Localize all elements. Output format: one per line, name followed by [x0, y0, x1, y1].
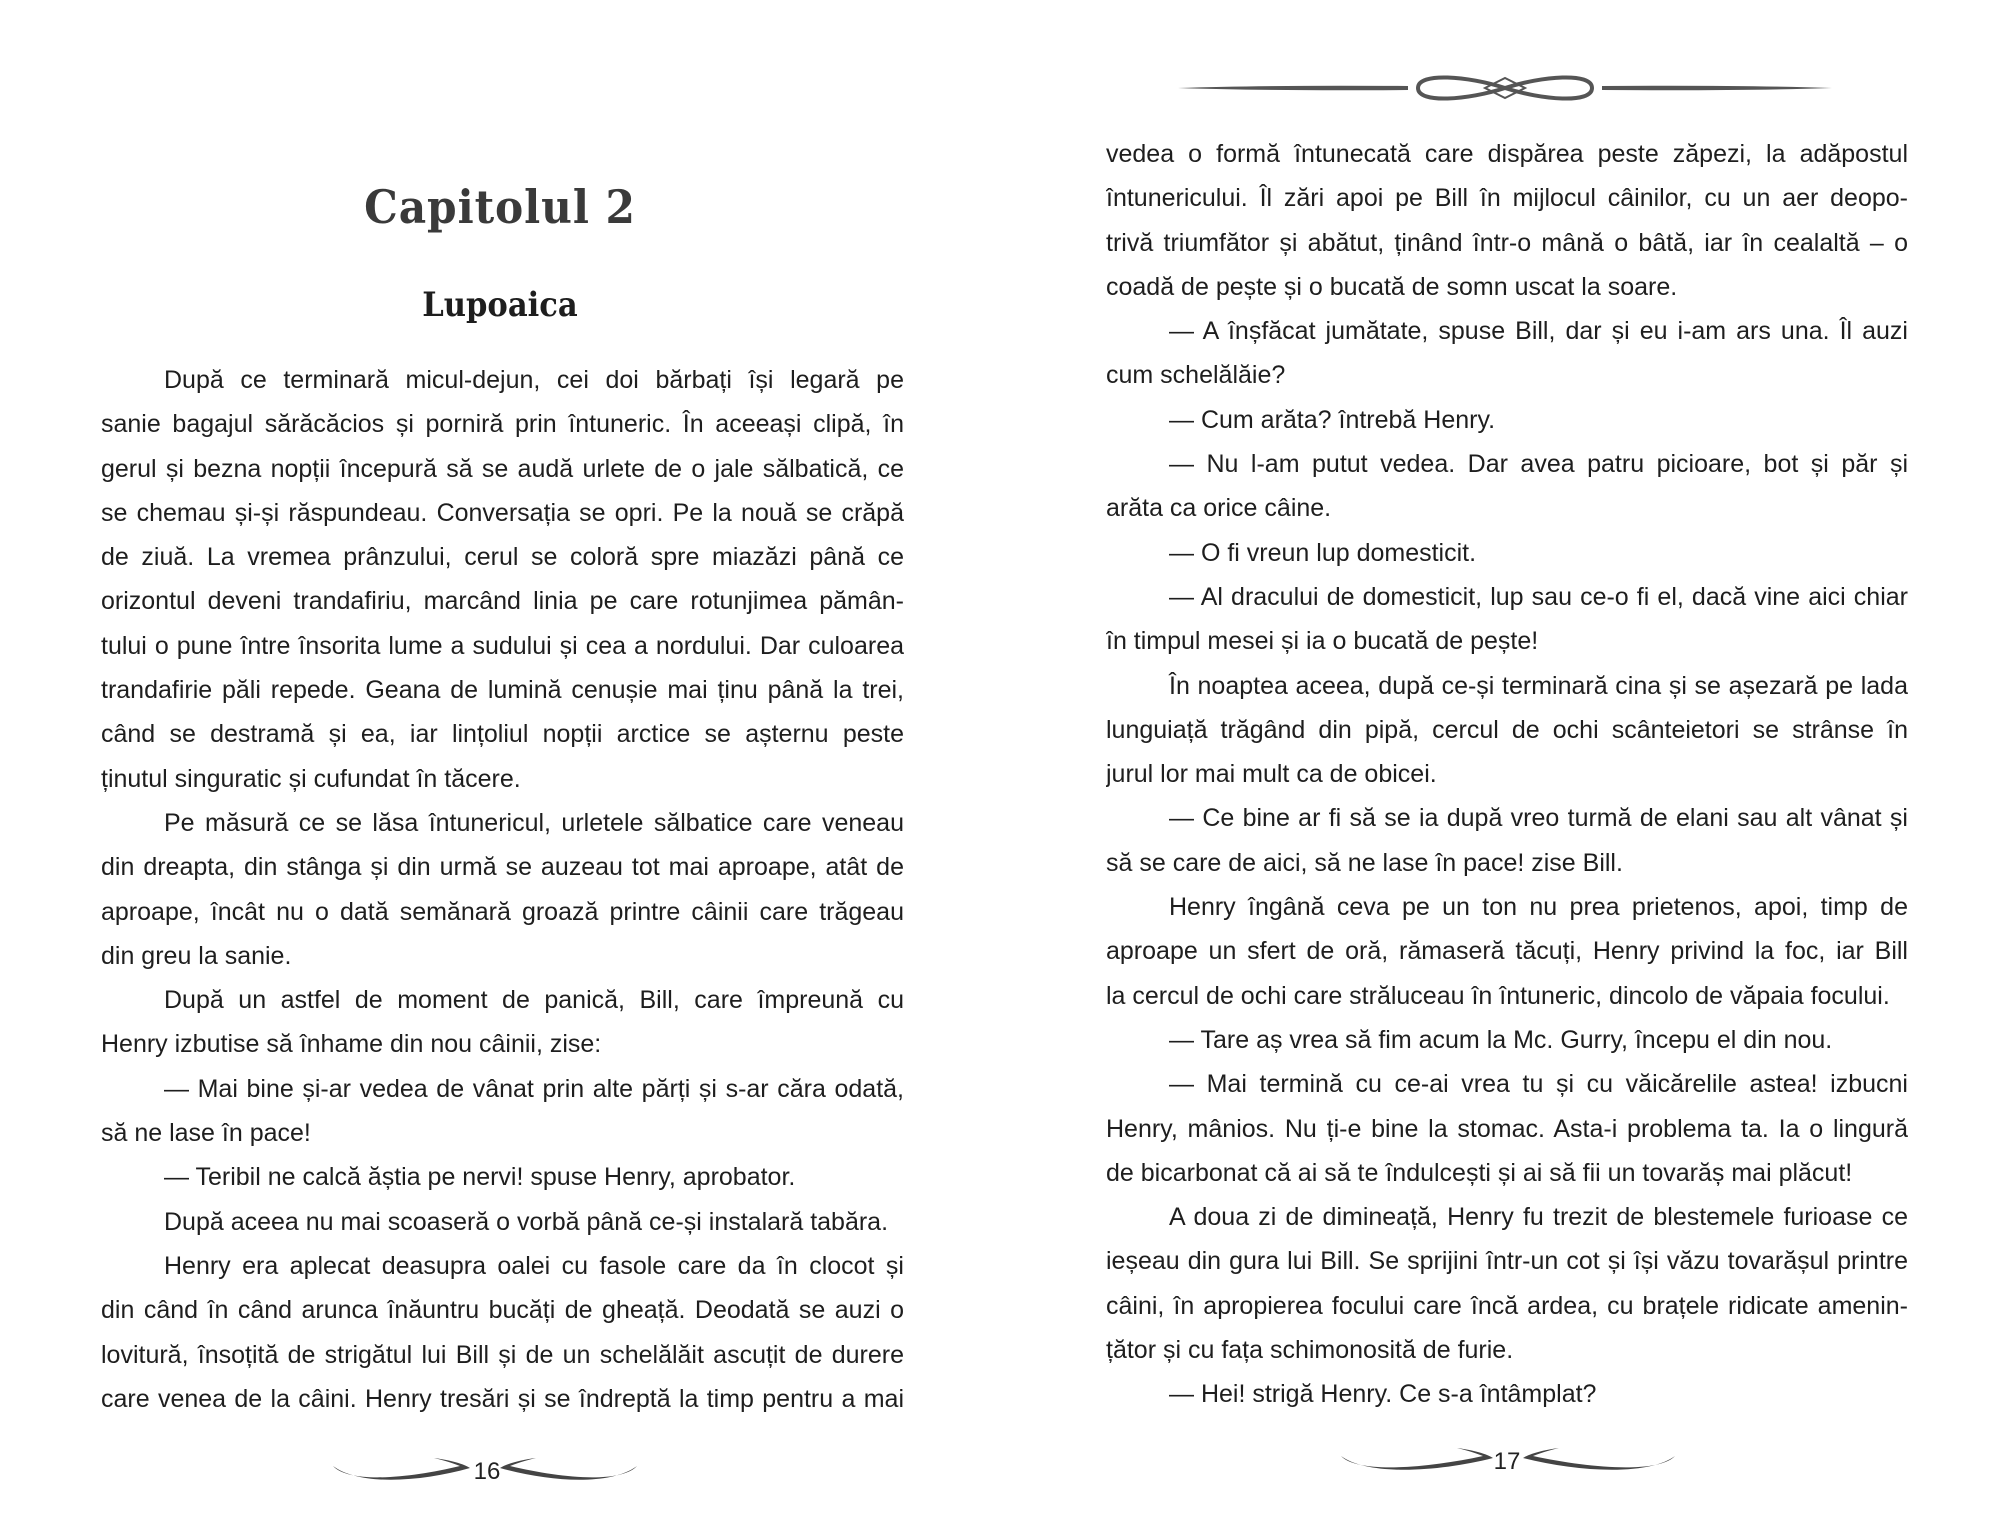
paragraph: [1106, 1018, 1908, 1062]
text-line: în timpul mesei și ia o bucată de pește!: [1106, 627, 1539, 656]
paragraph: [1106, 309, 1908, 398]
text-line: care venea de la câini. Henry tresări și se îndreptă la timp pentru a mai: [101, 1384, 904, 1413]
text-line: — Tare aș vrea să fim acum la Mc. Gurry, începu el din nou.: [1169, 1025, 1833, 1054]
text-line: — A înșfăcat jumătate, spuse Bill, dar și eu i-am ars una. Îl auzi: [1169, 317, 1908, 346]
paragraph: [1106, 575, 1908, 664]
text-line: — Hei! strigă Henry. Ce s-a întâmplat?: [1169, 1380, 1597, 1409]
paragraph: [1106, 1372, 1908, 1416]
paragraph: [101, 1244, 904, 1421]
text-line: vedea o formă întunecată care dispărea peste zăpezi, la adăpostul: [1106, 140, 1908, 168]
text-line: — Mai bine și-ar vedea de vânat prin alte părți și s-ar căra odată,: [164, 1074, 904, 1103]
text-line: aproape un sfert de oră, rămaseră tăcuți, Henry privind la foc, iar Bill: [1106, 937, 1908, 966]
text-line: Henry, mânios. Nu ți-e bine la stomac. Asta-i problema ta. Ia o lingură: [1106, 1114, 1908, 1143]
text-line: A doua zi de dimineață, Henry fu trezit de blestemele furioase ce: [1169, 1203, 1908, 1232]
text-line: — Teribil ne calcă ăștia pe nervi! spuse Henry, aprobator.: [164, 1163, 796, 1192]
text-line: — O fi vreun lup domesticit.: [1169, 538, 1477, 567]
right-page: [1000, 0, 1999, 1538]
text-line: Henry îngână ceva pe un ton nu prea prietenos, apoi, timp de: [1169, 893, 1908, 922]
text-line: aproape, încât nu o dată semănară groază printre câinii care trăgeau: [101, 897, 904, 926]
text-line: — Cum arăta? întrebă Henry.: [1169, 405, 1496, 434]
text-line: — Nu l-am putut vedea. Dar avea patru picioare, bot și păr și: [1169, 450, 1908, 479]
text-line: lovitură, însoțită de strigătul lui Bill și de un schelălăit ascuțit de durere: [101, 1340, 904, 1369]
paragraph: [101, 978, 904, 1067]
paragraph: [101, 801, 904, 978]
paragraph: [1106, 398, 1908, 442]
paragraph: [1106, 885, 1908, 1018]
text-line: cum schelălăie?: [1106, 361, 1286, 390]
text-line: Pe măsură ce se lăsa întunericul, urletele sălbatice care veneau: [164, 808, 904, 837]
text-line: trivă triumfător și abătut, ținând într-o mână o bâtă, iar în cealaltă – o: [1106, 228, 1908, 257]
text-line: ieșeau din gura lui Bill. Se sprijini într-un cot și își văzu tovarășul printre: [1106, 1247, 1908, 1276]
text-line: orizontul deveni trandafiriu, marcând linia pe care rotunjimea pămân-: [101, 587, 904, 616]
text-line: Henry era aplecat deasupra oalei cu fasole care da în clocot și: [164, 1251, 904, 1280]
paragraph: [1106, 132, 1908, 309]
text-line: câini, în apropierea focului care încă ardea, cu brațele ridicate amenin-: [1106, 1291, 1908, 1320]
page-number: 16: [473, 1458, 501, 1485]
text-line: să ne lase în pace!: [101, 1119, 311, 1148]
text-line: din greu la sanie.: [101, 941, 292, 970]
text-line: arăta ca orice câine.: [1106, 494, 1332, 523]
text-line: de bicarbonat că ai să te îndulcești și ai să fii un tovarăș mai plăcut!: [1106, 1158, 1853, 1187]
text-line: După aceea nu mai scoaseră o vorbă până ce-și instalară tabăra.: [164, 1207, 889, 1236]
paragraph: [101, 1155, 904, 1199]
text-line: la cercul de ochi care străluceau în întuneric, dincolo de văpaia focului.: [1106, 981, 1890, 1010]
text-line: — Al dracului de domesticit, lup sau ce-o fi el, dacă vine aici chiar: [1169, 582, 1908, 611]
text-line: lunguiață trăgând din pipă, cercul de ochi scânteietori se strânse în: [1106, 715, 1908, 744]
text-line: În noaptea aceea, după ce-și terminară cina și se așezară pe lada: [1169, 671, 1908, 700]
text-line: ținutul singuratic și cufundat în tăcere.: [101, 764, 521, 793]
text-line: se chemau și-și răspundeau. Conversația se opri. Pe la nouă se crăpă: [101, 498, 904, 527]
chapter-subtitle: Lupoaica: [422, 285, 578, 325]
paragraph: [101, 1200, 904, 1244]
text-line: când se destramă și ea, iar lințoliul nopții arctice se așternu peste: [101, 720, 904, 749]
header-flourish-icon: [1178, 68, 1832, 108]
text-line: — Ce bine ar fi să se ia după vreo turmă de elani sau alt vânat și: [1169, 804, 1908, 833]
paragraph: [1106, 796, 1908, 885]
paragraph: [101, 358, 904, 801]
paragraph: [101, 1067, 904, 1156]
text-line: jurul lor mai mult ca de obicei.: [1106, 760, 1437, 789]
text-line: Henry izbutise să înhame din nou câinii, zise:: [101, 1030, 602, 1059]
page-number: 17: [1493, 1448, 1521, 1475]
text-line: După un astfel de moment de panică, Bill, care împreună cu: [164, 986, 904, 1015]
body-text: [101, 358, 904, 1421]
text-line: din dreapta, din stânga și din urmă se auzeau tot mai aproape, atât de: [101, 853, 904, 882]
paragraph: [1106, 531, 1908, 575]
text-line: țător și cu fața schimonosită de furie.: [1106, 1336, 1514, 1365]
text-line: întunericului. Îl zări apoi pe Bill în mijlocul câinilor, cu un aer deopo-: [1106, 184, 1908, 213]
text-line: din când în când arunca înăuntru bucăți de gheață. Deodată se auzi o: [101, 1296, 904, 1325]
paragraph: [1106, 664, 1908, 797]
text-line: După ce terminară micul-dejun, cei doi bărbați își legară pe: [164, 366, 904, 394]
paragraph: [1106, 442, 1908, 531]
text-line: să se care de aici, să ne lase în pace! zise Bill.: [1106, 848, 1623, 877]
text-line: — Mai termină cu ce-ai vrea tu și cu văicărelile astea! izbucni: [1169, 1070, 1908, 1099]
text-line: trandafirie păli repede. Geana de lumină cenușie mai ținu până la trei,: [101, 676, 904, 705]
text-line: de ziuă. La vremea prânzului, cerul se coloră spre miazăzi până ce: [101, 543, 904, 572]
text-line: tului o pune între însorita lume a sudului și cea a nordului. Dar culoarea: [101, 631, 904, 660]
paragraph: [1106, 1195, 1908, 1372]
paragraph: [1106, 1062, 1908, 1195]
body-text: [1106, 132, 1908, 1417]
chapter-title: Capitolul 2: [364, 180, 636, 234]
text-line: gerul și bezna nopții începură să se audă urlete de o jale sălbatică, ce: [101, 454, 904, 483]
text-line: coadă de pește și o bucată de somn uscat la soare.: [1106, 272, 1678, 301]
text-line: sanie bagajul sărăcăcios și porniră prin întuneric. În aceeași clipă, în: [101, 410, 904, 439]
